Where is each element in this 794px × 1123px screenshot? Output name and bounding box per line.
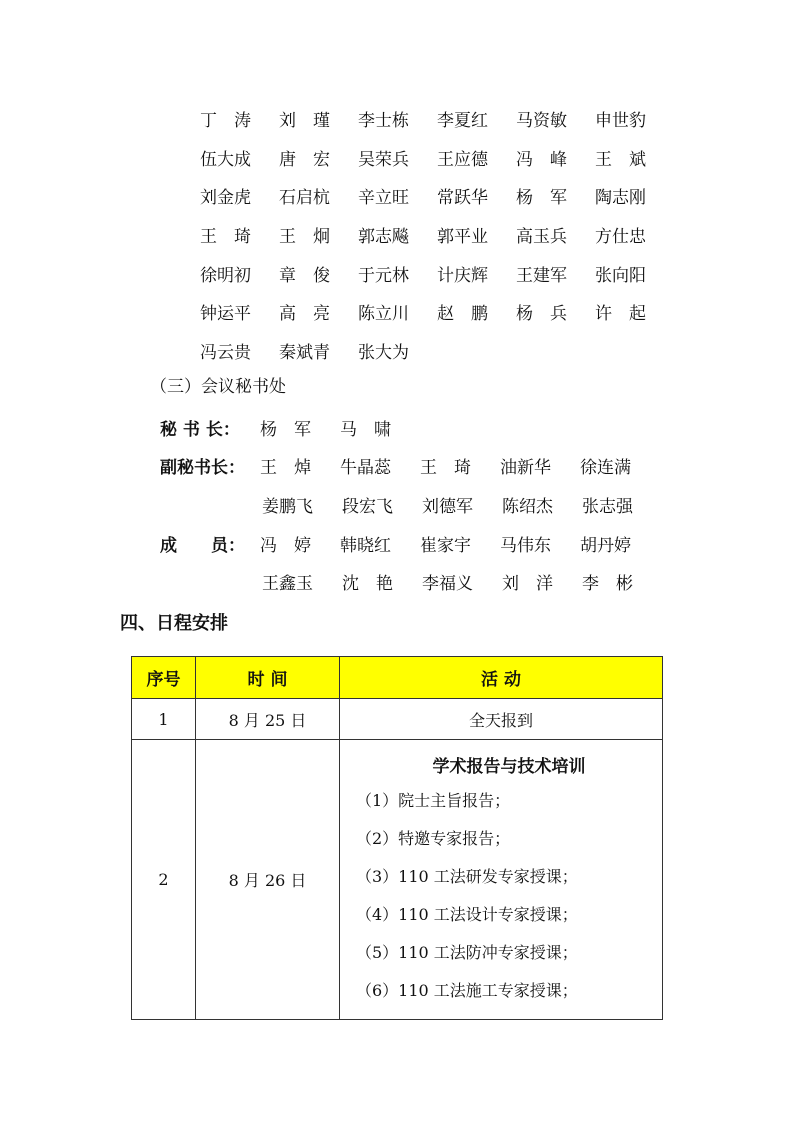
- committee-name: 张大为: [358, 342, 409, 363]
- member-name: 王鑫玉: [262, 574, 313, 594]
- committee-name: 常跃华: [437, 188, 488, 209]
- header-activity: 活 动: [340, 657, 663, 699]
- committee-name: 计庆辉: [437, 265, 488, 286]
- row-no: 2: [132, 740, 196, 1020]
- deputy-secretary-name: 张志强: [582, 497, 633, 517]
- committee-name: 赵 鹏: [437, 304, 488, 325]
- committee-name: 秦斌青: [279, 342, 330, 363]
- committee-name: 石启杭: [279, 188, 330, 209]
- deputy-secretary-name: 王 琦: [420, 458, 471, 478]
- committee-name: 许 起: [595, 304, 646, 325]
- committee-name: 李夏红: [437, 111, 488, 132]
- member-name: 冯 婷: [260, 536, 311, 556]
- deputy-secretary-name: 段宏飞: [342, 497, 393, 517]
- deputy-secretary-row-continued: [262, 497, 662, 517]
- member-name: 韩晓红: [340, 536, 391, 556]
- committee-name: 冯云贵: [200, 342, 251, 363]
- deputy-secretary-name: 刘德军: [422, 497, 473, 517]
- committee-name: 杨 兵: [516, 304, 567, 325]
- deputy-secretary-name: 牛晶蕊: [340, 458, 391, 478]
- committee-name: 张向阳: [595, 265, 646, 286]
- secretary-general-name: 杨 军: [260, 420, 311, 440]
- activity-item: （2）特邀专家报告；: [356, 829, 511, 848]
- committee-name: 李士栋: [358, 111, 409, 132]
- committee-name-grid: [200, 102, 670, 372]
- row-activity: [340, 740, 663, 1020]
- schedule-section-title: 四、日程安排: [120, 613, 228, 634]
- activity-item: （4）110 工法设计专家授课；: [356, 905, 578, 924]
- secretary-general-row: [160, 420, 420, 440]
- committee-name: 马资敏: [516, 111, 567, 132]
- committee-name: 辛立旺: [358, 188, 409, 209]
- committee-name: 杨 军: [516, 188, 567, 209]
- committee-name: 高 亮: [279, 304, 330, 325]
- committee-name: 唐 宏: [279, 149, 330, 170]
- row-activity: 全天报到: [340, 699, 663, 740]
- activity-item: （1）院士主旨报告；: [356, 791, 511, 810]
- activity-title: 学术报告与技术培训: [432, 757, 586, 777]
- members-label: 成 员：: [160, 536, 245, 556]
- secretary-general-name: 马 啸: [340, 420, 391, 440]
- committee-name: 郭志飚: [358, 227, 409, 248]
- committee-name: 王 斌: [595, 149, 646, 170]
- committee-name: 章 俊: [279, 265, 330, 286]
- committee-name: 王应德: [437, 149, 488, 170]
- committee-name: 方仕忠: [595, 227, 646, 248]
- committee-name: 陶志刚: [595, 188, 646, 209]
- committee-name: 陈立川: [358, 304, 409, 325]
- schedule-table: [131, 656, 663, 1020]
- activity-item: （3）110 工法研发专家授课；: [356, 867, 578, 886]
- table-row: [132, 699, 663, 740]
- member-name: 马伟东: [500, 536, 551, 556]
- deputy-secretary-name: 王 焯: [260, 458, 311, 478]
- secretariat-heading: （三）会议秘书处: [150, 377, 286, 397]
- committee-name: 王 炯: [279, 227, 330, 248]
- activity-item: （5）110 工法防冲专家授课；: [356, 943, 578, 962]
- members-row: [160, 536, 660, 556]
- members-row-continued: [262, 574, 662, 594]
- committee-name: 王建军: [516, 265, 567, 286]
- committee-name: 郭平业: [437, 227, 488, 248]
- committee-name: 王 琦: [200, 227, 251, 248]
- table-row: [132, 740, 663, 1020]
- member-name: 刘 洋: [502, 574, 553, 594]
- deputy-secretary-row: [160, 458, 660, 478]
- committee-name: 伍大成: [200, 149, 251, 170]
- committee-name: 丁 涛: [200, 111, 251, 132]
- schedule-header-row: [132, 657, 663, 699]
- committee-name: 吴荣兵: [358, 149, 409, 170]
- deputy-secretary-name: 姜鹏飞: [262, 497, 313, 517]
- committee-name: 刘金虎: [200, 188, 251, 209]
- row-time: 8 月 26 日: [196, 740, 340, 1020]
- committee-name: 于元林: [358, 265, 409, 286]
- member-name: 李福义: [422, 574, 473, 594]
- member-name: 李 彬: [582, 574, 633, 594]
- committee-name: 徐明初: [200, 265, 251, 286]
- deputy-secretary-name: 徐连满: [580, 458, 631, 478]
- committee-name: 高玉兵: [516, 227, 567, 248]
- committee-name: 钟运平: [200, 304, 251, 325]
- row-time: 8 月 25 日: [196, 699, 340, 740]
- deputy-secretary-label: 副秘书长：: [160, 458, 245, 478]
- deputy-secretary-name: 陈绍杰: [502, 497, 553, 517]
- member-name: 崔家宇: [420, 536, 471, 556]
- committee-name: 冯 峰: [516, 149, 567, 170]
- secretary-general-label: 秘 书 长：: [160, 420, 240, 440]
- header-time: 时 间: [196, 657, 340, 699]
- member-name: 胡丹婷: [580, 536, 631, 556]
- committee-name: 申世豹: [595, 111, 646, 132]
- committee-name: 刘 瑾: [279, 111, 330, 132]
- header-no: 序号: [132, 657, 196, 699]
- deputy-secretary-name: 油新华: [500, 458, 551, 478]
- member-name: 沈 艳: [342, 574, 393, 594]
- activity-item: （6）110 工法施工专家授课；: [356, 981, 578, 1000]
- row-no: 1: [132, 699, 196, 740]
